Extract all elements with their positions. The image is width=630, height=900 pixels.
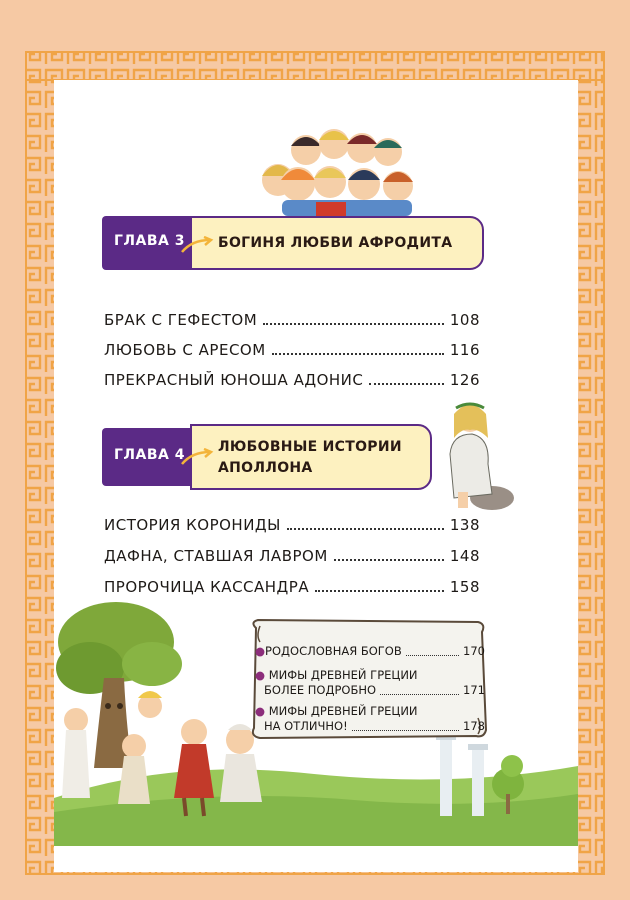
toc-item-title: ЛЮБОВЬ С АРЕСОМ xyxy=(104,341,266,359)
toc-leader-dots xyxy=(315,590,444,592)
toc-item-title: ДАФНА, СТАВШАЯ ЛАВРОМ xyxy=(104,547,328,565)
chapter-4-tab-label: ГЛАВА 4 xyxy=(114,447,186,463)
toc-row[interactable] xyxy=(104,514,480,534)
appendix-row[interactable] xyxy=(255,668,485,698)
toc-row[interactable] xyxy=(104,339,480,359)
appendix-row[interactable] xyxy=(255,704,485,734)
gods-group-illustration xyxy=(238,118,428,218)
toc-leader-dots xyxy=(263,323,444,325)
chapter-3-tab-label: ГЛАВА 3 xyxy=(114,233,186,249)
chapter-3-title: БОГИНЯ ЛЮБВИ АФРОДИТА xyxy=(218,235,453,251)
chapter-4-title-line-2: АПОЛЛОНА xyxy=(218,460,313,476)
toc-leader-dots xyxy=(369,383,444,385)
toc-item-title: ИСТОРИЯ КОРОНИДЫ xyxy=(104,516,281,534)
toc-leader-dots xyxy=(352,730,459,731)
chapter-4-title-line-1: ЛЮБОВНЫЕ ИСТОРИИ xyxy=(218,439,402,455)
chapter-4-banner xyxy=(102,424,432,492)
bullet-icon: ● xyxy=(255,644,266,658)
chapter-3-title-box xyxy=(190,216,484,270)
appendix-row[interactable] xyxy=(255,644,485,659)
toc-item-page: 148 xyxy=(449,547,480,565)
bullet-icon: ● xyxy=(255,704,266,718)
toc-row[interactable] xyxy=(104,369,480,389)
appendix-item-title: РОДОСЛОВНАЯ БОГОВ xyxy=(265,644,402,658)
chapter-3-banner xyxy=(102,216,484,270)
chapter-4-title-box xyxy=(190,424,432,490)
toc-item-page: 138 xyxy=(449,516,480,534)
toc-item-page: 126 xyxy=(449,371,480,389)
toc-leader-dots xyxy=(334,559,444,561)
toc-item-page: 108 xyxy=(449,311,480,329)
arrow-icon xyxy=(180,448,214,468)
toc-row[interactable] xyxy=(104,545,480,565)
appendix-item-page: 171 xyxy=(463,683,485,697)
toc-leader-dots xyxy=(287,528,444,530)
appendix-item-title: МИФЫ ДРЕВНЕЙ ГРЕЦИИ xyxy=(268,704,418,718)
appendix-item-subtitle: НА ОТЛИЧНО! xyxy=(264,719,348,733)
toc-leader-dots xyxy=(380,694,459,695)
toc-item-page: 116 xyxy=(449,341,480,359)
toc-leader-dots xyxy=(406,655,459,656)
appendix-item-subtitle: БОЛЕЕ ПОДРОБНО xyxy=(264,683,377,697)
toc-item-title: ПРОРОЧИЦА КАССАНДРА xyxy=(104,578,310,596)
toc-row[interactable] xyxy=(104,309,480,329)
toc-item-title: БРАК С ГЕФЕСТОМ xyxy=(104,311,258,329)
appendix-item-page: 170 xyxy=(463,644,485,658)
appendix-item-title: МИФЫ ДРЕВНЕЙ ГРЕЦИИ xyxy=(268,668,418,682)
muse-illustration xyxy=(432,394,516,512)
bullet-icon: ● xyxy=(255,668,266,682)
toc-item-page: 158 xyxy=(449,578,480,596)
toc-leader-dots xyxy=(272,353,444,355)
toc-row[interactable] xyxy=(104,576,480,596)
arrow-icon xyxy=(180,236,214,256)
appendix-item-page: 178 xyxy=(463,719,485,733)
toc-item-title: ПРЕКРАСНЫЙ ЮНОША АДОНИС xyxy=(104,371,364,389)
